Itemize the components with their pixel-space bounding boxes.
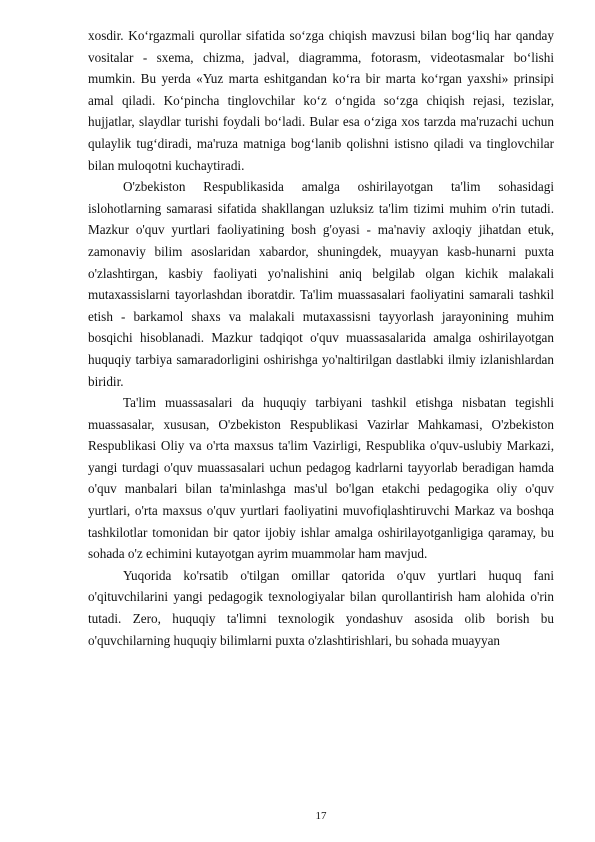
paragraph-4: Yuqorida ko'rsatib o'tilgan omillar qatorida o'quv yurtlari huquq fani o'qituvchilarini yangi pedagogik texnologiyalar bilan qurollantirish ham alohida o'rin tutadi. Zero, huquqiy ta'limni texnologik yondashuv asosida olib borish bu o'quvchilarning huquqiy bilimlarni puxta o'zlashtirishlari, bu sohada muayyan: [88, 567, 554, 648]
paragraph-1: xosdir. Ko‘rgazmali qurollar sifatida so‘zga chiqish mavzusi bilan bog‘liq har qanday vositalar - sxema, chizma, jadval, diagramma, fotorasm, videotasmalar bo‘lishi mumkin. Bu yerda «Yuz marta eshitgandan ko‘ra bir marta ko‘rgan yaxshi» prinsipi amal qiladi. Ko‘pincha tinglovchilar ko‘z o‘ngida so‘zga chiqish rejasi, tezislar, hujjatlar, slaydlar turishi foydali bo‘ladi. Bular esa o‘ziga xos tarzda ma'ruzachi uchun qulaylik tug‘diradi, ma'ruza matniga bog‘lanib qolishni istisno qiladi va tinglovchilar bilan muloqotni kuchaytiradi.: [88, 28, 554, 173]
page-body: [88, 25, 554, 651]
page-number: 17: [315, 810, 327, 822]
paragraph-3: Ta'lim muassasalari da huquqiy tarbiyani tashkil etishga nisbatan tegishli muassasalar, xususan, O'zbekiston Respublikasi Vazirlar Mahkamasi, O'zbekiston Respublikasi Oliy va o'rta maxsus ta'lim Vazirligi, Respublika o'quv-uslubiy Markazi, yangi turdagi o'quv muassasalari uchun pedagog kadrlarni tayyorlab beradigan hamda o'quv manbalari bilan ta'minlashga mas'ul bo'lgan etakchi pedagogika oliy o'quv yurtlari, o'rta maxsus o'quv yurtlari faoliyatini muvofiqlashtiruvchi Markaz va boshqa tashkilotlar tomonidan bir qator ijobiy ishlar amalga oshirilayotganligiga qaramay, bu sohada o'z echimini kutayotgan ayrim muammolar ham mavjud.: [88, 395, 554, 562]
paragraph-2: O'zbekiston Respublikasida amalga oshirilayotgan ta'lim sohasidagi islohotlarning samarasi sifatida shakllangan uzluksiz ta'lim tizimi muhim o'rin tutadi. Mazkur o'quv yurtlari faoliyatining bosh g'oyasi - ma'naviy axloqiy jihatdan etuk, zamonaviy bilim asoslaridan xabardor, shuningdek, muayyan kasb-hunarni puxta o'zlashtirgan, kasbiy faoliyati yo'nalishini aniq belgilab olgan kichik malakali mutaxassislarni tayorlashdan iboratdir. Ta'lim muassasalari faoliyatini samarali tashkil etish - barkamol shaxs va malakali mutaxassisni tayyorlash jarayonining muhim bosqichi hisoblanadi. Mazkur tadqiqot o'quv muassasalarida amalga oshirilayotgan huquqiy tarbiya samaradorligini oshirishga yo'naltirilgan dastlabki ilmiy izlanishlardan biridir.: [88, 179, 554, 389]
